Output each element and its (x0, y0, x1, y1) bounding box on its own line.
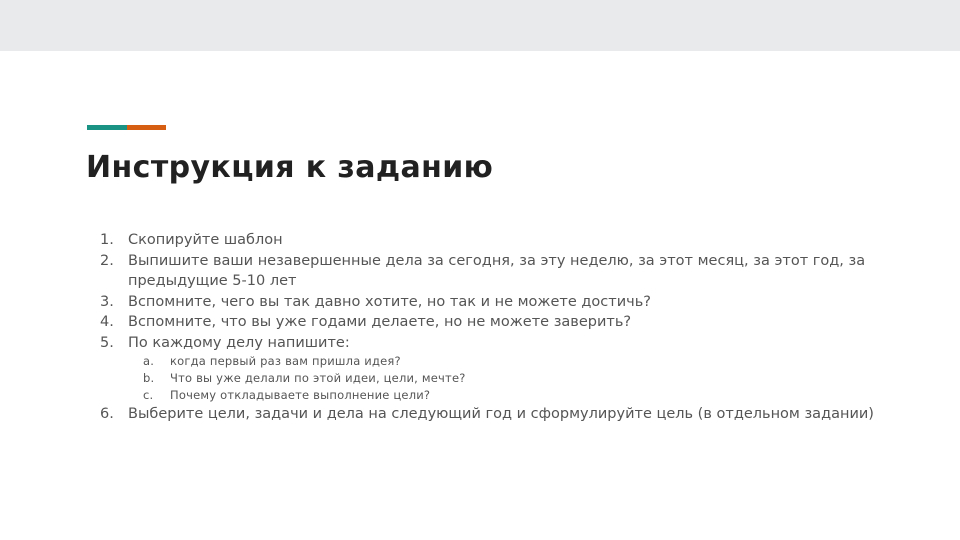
item-number: 5. (100, 334, 114, 351)
sub-item-text: Что вы уже делали по этой идеи, цели, мечте? (170, 371, 466, 385)
item-text: Выберите цели, задачи и дела на следующий год и сформулируйте цель (в отдельном задании) (128, 406, 874, 422)
item-number: 2. (100, 252, 114, 269)
sub-list (128, 353, 887, 404)
item-text: Вспомните, что вы уже годами делаете, но не можете заверить? (128, 314, 632, 330)
instruction-item (87, 292, 887, 313)
sub-item (128, 387, 887, 404)
accent-bar-orange (127, 125, 166, 130)
sub-item-text: Почему откладываете выполнение цели? (170, 388, 431, 402)
item-number: 3. (100, 293, 114, 310)
top-band (0, 0, 960, 51)
instruction-item (87, 333, 887, 405)
sub-item-marker: b. (143, 371, 155, 385)
item-number: 1. (100, 232, 114, 248)
sub-item (128, 353, 887, 370)
item-text: По каждому делу напишите: (128, 334, 350, 351)
instruction-item (87, 312, 887, 333)
instruction-item (87, 404, 887, 425)
item-number: 6. (100, 406, 114, 422)
instruction-item (87, 230, 887, 251)
sub-item-marker: c. (143, 388, 154, 402)
item-number: 4. (100, 314, 114, 330)
instruction-item (87, 251, 887, 292)
sub-item-marker: a. (143, 354, 155, 368)
slide-title: Инструкция к заданию (86, 150, 494, 185)
sub-item-text: когда первый раз вам пришла идея? (170, 354, 401, 368)
instruction-list (87, 230, 887, 425)
item-text: Выпишите ваши незавершенные дела за сегодня, за эту неделю, за этот месяц, за этот год, за предыдущие 5-10 лет (128, 252, 866, 289)
sub-item (128, 370, 887, 387)
item-text: Скопируйте шаблон (128, 232, 283, 248)
accent-bar-teal (87, 125, 127, 130)
item-text: Вспомните, чего вы так давно хотите, но так и не можете достичь? (128, 293, 651, 310)
